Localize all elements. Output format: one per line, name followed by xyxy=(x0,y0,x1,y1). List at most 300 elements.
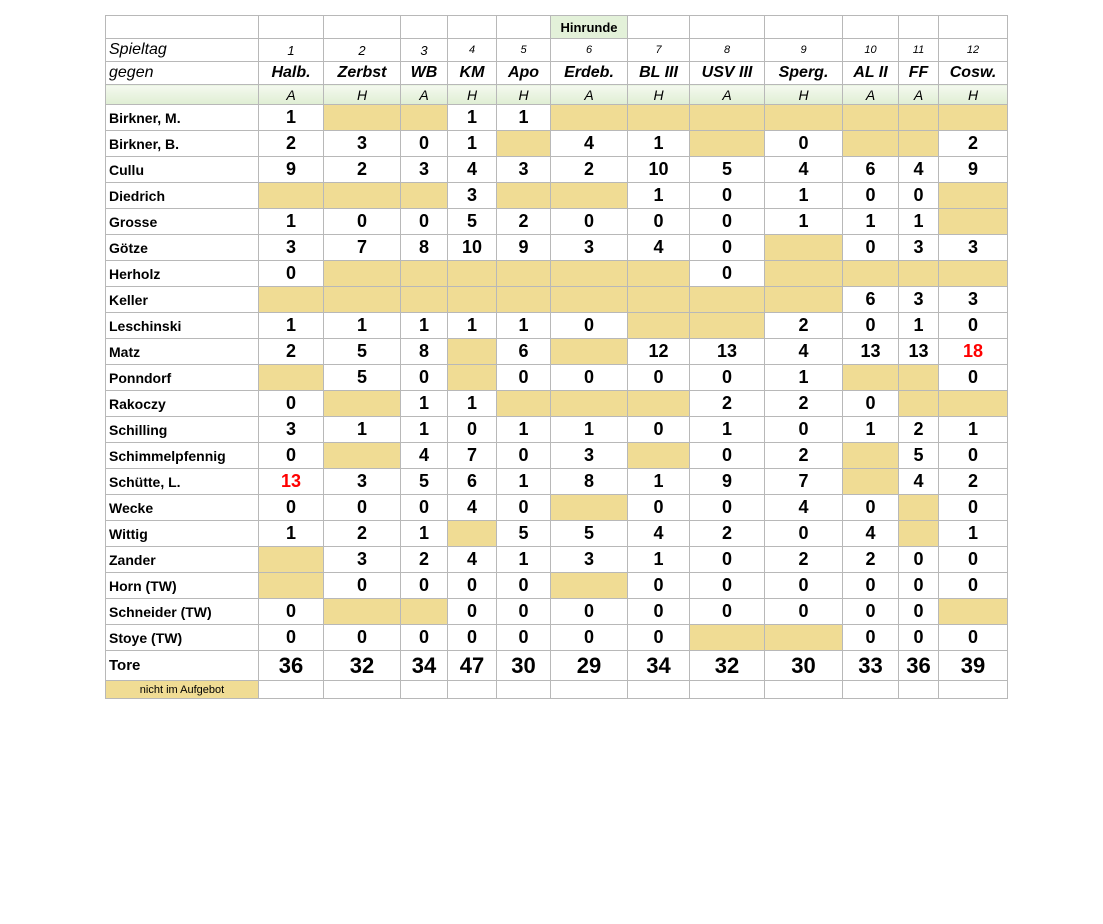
goal-count: 13 xyxy=(259,469,324,495)
goal-count: 0 xyxy=(324,495,401,521)
absent-cell xyxy=(628,313,690,339)
absent-cell xyxy=(628,261,690,287)
absent-cell xyxy=(497,391,551,417)
round-empty-cell xyxy=(690,16,765,39)
goal-count: 1 xyxy=(939,521,1008,547)
absent-cell xyxy=(843,443,899,469)
absent-cell xyxy=(324,183,401,209)
goal-count: 2 xyxy=(843,547,899,573)
absent-cell xyxy=(401,105,448,131)
goal-count: 0 xyxy=(690,183,765,209)
player-row xyxy=(106,391,1008,417)
goal-count: 1 xyxy=(765,183,843,209)
goal-count: 0 xyxy=(324,209,401,235)
goal-count: 0 xyxy=(259,391,324,417)
goal-count: 0 xyxy=(628,209,690,235)
legend-empty-cell xyxy=(324,681,401,699)
goal-count: 0 xyxy=(448,573,497,599)
goal-count: 0 xyxy=(628,495,690,521)
gegen-label: gegen xyxy=(106,62,259,85)
absent-cell xyxy=(448,365,497,391)
tore-label: Tore xyxy=(106,651,259,681)
goal-count: 4 xyxy=(899,157,939,183)
absent-cell xyxy=(259,547,324,573)
venue-label-cell xyxy=(106,85,259,105)
legend-empty-cell xyxy=(939,681,1008,699)
round-empty-cell xyxy=(497,16,551,39)
goal-count: 2 xyxy=(765,547,843,573)
player-name: Birkner, M. xyxy=(106,105,259,131)
player-name: Matz xyxy=(106,339,259,365)
goal-count: 2 xyxy=(324,521,401,547)
round-empty-cell xyxy=(899,16,939,39)
player-name: Horn (TW) xyxy=(106,573,259,599)
goal-count: 3 xyxy=(448,183,497,209)
goal-count: 0 xyxy=(448,625,497,651)
goal-count: 1 xyxy=(843,209,899,235)
spieltag-number: 5 xyxy=(497,39,551,62)
goal-count: 3 xyxy=(324,469,401,495)
total-goals: 39 xyxy=(939,651,1008,681)
absent-cell xyxy=(628,105,690,131)
player-row xyxy=(106,599,1008,625)
goal-count: 0 xyxy=(259,261,324,287)
spieltag-number: 10 xyxy=(843,39,899,62)
legend-empty-cell xyxy=(448,681,497,699)
goal-count: 1 xyxy=(628,547,690,573)
goal-count: 0 xyxy=(448,599,497,625)
absent-cell xyxy=(448,339,497,365)
spieltag-label: Spieltag xyxy=(106,39,259,62)
absent-cell xyxy=(628,287,690,313)
goal-count: 3 xyxy=(551,547,628,573)
goal-count: 2 xyxy=(401,547,448,573)
goal-count: 9 xyxy=(259,157,324,183)
goal-count: 1 xyxy=(448,131,497,157)
goal-count: 7 xyxy=(324,235,401,261)
absent-cell xyxy=(401,599,448,625)
player-name: Cullu xyxy=(106,157,259,183)
player-name: Götze xyxy=(106,235,259,261)
player-row xyxy=(106,157,1008,183)
absent-cell xyxy=(324,105,401,131)
goal-count: 4 xyxy=(448,495,497,521)
player-name: Ponndorf xyxy=(106,365,259,391)
goal-count: 1 xyxy=(765,365,843,391)
absent-cell xyxy=(690,313,765,339)
absent-cell xyxy=(497,287,551,313)
goal-count: 0 xyxy=(551,365,628,391)
goal-count: 0 xyxy=(939,495,1008,521)
goal-count: 3 xyxy=(259,417,324,443)
player-name: Zander xyxy=(106,547,259,573)
absent-cell xyxy=(690,625,765,651)
opponent-name: AL II xyxy=(843,62,899,85)
goal-count: 3 xyxy=(939,287,1008,313)
absent-cell xyxy=(551,105,628,131)
player-name: Rakoczy xyxy=(106,391,259,417)
goal-count: 0 xyxy=(939,365,1008,391)
venue-code: A xyxy=(259,85,324,105)
round-empty-cell xyxy=(259,16,324,39)
goal-count: 0 xyxy=(765,131,843,157)
goal-count: 4 xyxy=(628,235,690,261)
opponent-name: FF xyxy=(899,62,939,85)
goal-count: 3 xyxy=(324,131,401,157)
absent-cell xyxy=(497,131,551,157)
player-name: Wecke xyxy=(106,495,259,521)
goal-count: 5 xyxy=(899,443,939,469)
player-row xyxy=(106,131,1008,157)
absent-cell xyxy=(899,391,939,417)
goal-count: 0 xyxy=(497,443,551,469)
opponent-name: WB xyxy=(401,62,448,85)
legend-absent: nicht im Aufgebot xyxy=(106,681,259,699)
absent-cell xyxy=(551,391,628,417)
goal-count: 3 xyxy=(324,547,401,573)
player-row xyxy=(106,105,1008,131)
goal-count: 0 xyxy=(497,573,551,599)
round-empty-cell xyxy=(448,16,497,39)
legend-empty-cell xyxy=(899,681,939,699)
goal-count: 1 xyxy=(628,131,690,157)
total-goals: 34 xyxy=(401,651,448,681)
opponent-name: Apo xyxy=(497,62,551,85)
absent-cell xyxy=(628,391,690,417)
legend-empty-cell xyxy=(259,681,324,699)
total-goals: 33 xyxy=(843,651,899,681)
goal-count: 2 xyxy=(899,417,939,443)
goal-scorer-table xyxy=(105,15,1008,699)
goal-count: 5 xyxy=(401,469,448,495)
absent-cell xyxy=(551,339,628,365)
legend-empty-cell xyxy=(843,681,899,699)
goal-count: 1 xyxy=(497,417,551,443)
absent-cell xyxy=(551,287,628,313)
legend-empty-cell xyxy=(401,681,448,699)
goal-count: 4 xyxy=(765,339,843,365)
absent-cell xyxy=(899,131,939,157)
opponent-name: Zerbst xyxy=(324,62,401,85)
goal-count: 0 xyxy=(843,391,899,417)
goal-count: 2 xyxy=(259,339,324,365)
round-empty-cell xyxy=(324,16,401,39)
goal-count: 1 xyxy=(448,313,497,339)
goal-count: 0 xyxy=(628,573,690,599)
absent-cell xyxy=(765,235,843,261)
goal-count: 0 xyxy=(899,573,939,599)
absent-cell xyxy=(259,365,324,391)
player-row xyxy=(106,469,1008,495)
goal-count: 2 xyxy=(551,157,628,183)
goal-count: 0 xyxy=(765,417,843,443)
player-name: Stoye (TW) xyxy=(106,625,259,651)
goal-count: 0 xyxy=(843,313,899,339)
goal-count: 0 xyxy=(690,547,765,573)
player-name: Schimmelpfennig xyxy=(106,443,259,469)
absent-cell xyxy=(843,261,899,287)
goal-count: 1 xyxy=(765,209,843,235)
absent-cell xyxy=(899,105,939,131)
goal-count: 1 xyxy=(401,391,448,417)
absent-cell xyxy=(939,391,1008,417)
absent-cell xyxy=(899,261,939,287)
absent-cell xyxy=(551,495,628,521)
goal-count: 1 xyxy=(690,417,765,443)
venue-code: H xyxy=(448,85,497,105)
player-name: Schneider (TW) xyxy=(106,599,259,625)
goal-count: 9 xyxy=(690,469,765,495)
goal-count: 0 xyxy=(551,599,628,625)
header-row-round xyxy=(106,16,1008,39)
player-row xyxy=(106,443,1008,469)
goal-count: 1 xyxy=(899,313,939,339)
goal-count: 5 xyxy=(551,521,628,547)
goal-count: 0 xyxy=(843,495,899,521)
player-name: Diedrich xyxy=(106,183,259,209)
goal-count: 0 xyxy=(843,573,899,599)
goal-count: 1 xyxy=(497,313,551,339)
goal-count: 0 xyxy=(690,235,765,261)
player-name: Leschinski xyxy=(106,313,259,339)
goal-count: 0 xyxy=(843,625,899,651)
goal-count: 1 xyxy=(843,417,899,443)
goal-count: 0 xyxy=(259,625,324,651)
goal-count: 0 xyxy=(324,573,401,599)
goal-count: 0 xyxy=(899,599,939,625)
total-goals: 30 xyxy=(497,651,551,681)
player-row xyxy=(106,313,1008,339)
goal-count: 0 xyxy=(497,365,551,391)
goal-count: 0 xyxy=(843,599,899,625)
opponent-name: KM xyxy=(448,62,497,85)
absent-cell xyxy=(324,287,401,313)
round-empty-cell xyxy=(843,16,899,39)
goal-count: 5 xyxy=(497,521,551,547)
goal-count: 3 xyxy=(899,235,939,261)
goal-count: 4 xyxy=(448,157,497,183)
goal-count: 8 xyxy=(401,339,448,365)
player-name: Birkner, B. xyxy=(106,131,259,157)
player-row xyxy=(106,573,1008,599)
total-goals: 32 xyxy=(690,651,765,681)
goal-count: 9 xyxy=(939,157,1008,183)
goal-count: 0 xyxy=(401,209,448,235)
goal-count: 1 xyxy=(899,209,939,235)
round-empty-cell xyxy=(765,16,843,39)
absent-cell xyxy=(899,495,939,521)
legend-row xyxy=(106,681,1008,699)
goal-count: 6 xyxy=(497,339,551,365)
goal-count: 6 xyxy=(843,157,899,183)
player-row xyxy=(106,209,1008,235)
legend-empty-cell xyxy=(497,681,551,699)
goal-count: 2 xyxy=(497,209,551,235)
goal-count: 4 xyxy=(843,521,899,547)
goal-count: 13 xyxy=(899,339,939,365)
goal-count: 0 xyxy=(939,625,1008,651)
player-row xyxy=(106,287,1008,313)
venue-code: A xyxy=(551,85,628,105)
goal-count: 0 xyxy=(497,495,551,521)
player-row xyxy=(106,521,1008,547)
goal-count: 0 xyxy=(401,495,448,521)
goal-count: 0 xyxy=(259,443,324,469)
absent-cell xyxy=(843,469,899,495)
goal-count: 7 xyxy=(765,469,843,495)
goal-count: 0 xyxy=(690,443,765,469)
total-goals: 32 xyxy=(324,651,401,681)
goal-count: 1 xyxy=(628,183,690,209)
absent-cell xyxy=(401,287,448,313)
goal-count: 0 xyxy=(899,625,939,651)
goal-count: 5 xyxy=(690,157,765,183)
absent-cell xyxy=(448,261,497,287)
goal-count: 0 xyxy=(690,261,765,287)
venue-code: H xyxy=(497,85,551,105)
goal-count: 4 xyxy=(401,443,448,469)
goal-count: 4 xyxy=(448,547,497,573)
goal-count: 2 xyxy=(259,131,324,157)
total-goals: 30 xyxy=(765,651,843,681)
goal-count: 13 xyxy=(843,339,899,365)
absent-cell xyxy=(899,365,939,391)
absent-cell xyxy=(551,573,628,599)
absent-cell xyxy=(259,287,324,313)
goal-count: 0 xyxy=(628,417,690,443)
goal-count: 0 xyxy=(939,313,1008,339)
goal-count: 10 xyxy=(448,235,497,261)
goal-count: 2 xyxy=(690,521,765,547)
goal-count: 4 xyxy=(551,131,628,157)
goal-count: 3 xyxy=(497,157,551,183)
goal-count: 3 xyxy=(401,157,448,183)
absent-cell xyxy=(765,105,843,131)
goal-count: 0 xyxy=(628,599,690,625)
absent-cell xyxy=(939,209,1008,235)
goal-count: 1 xyxy=(324,313,401,339)
absent-cell xyxy=(259,573,324,599)
total-goals: 29 xyxy=(551,651,628,681)
player-name: Schilling xyxy=(106,417,259,443)
goal-count: 0 xyxy=(628,365,690,391)
goal-count: 1 xyxy=(628,469,690,495)
venue-code: A xyxy=(843,85,899,105)
total-goals: 47 xyxy=(448,651,497,681)
opponent-name: Erdeb. xyxy=(551,62,628,85)
round-empty-cell xyxy=(939,16,1008,39)
goal-count: 0 xyxy=(690,365,765,391)
goal-count: 1 xyxy=(448,105,497,131)
total-goals: 36 xyxy=(259,651,324,681)
opponent-name: Cosw. xyxy=(939,62,1008,85)
absent-cell xyxy=(448,287,497,313)
goal-count: 0 xyxy=(939,573,1008,599)
player-row xyxy=(106,625,1008,651)
goal-count: 2 xyxy=(690,391,765,417)
goal-count: 1 xyxy=(497,105,551,131)
round-empty-cell xyxy=(401,16,448,39)
absent-cell xyxy=(628,443,690,469)
absent-cell xyxy=(843,105,899,131)
goal-count: 4 xyxy=(765,157,843,183)
absent-cell xyxy=(843,131,899,157)
goal-count: 8 xyxy=(551,469,628,495)
goal-count: 0 xyxy=(899,547,939,573)
goal-count: 6 xyxy=(843,287,899,313)
absent-cell xyxy=(765,625,843,651)
goal-count: 1 xyxy=(401,417,448,443)
goal-count: 1 xyxy=(259,521,324,547)
goal-count: 0 xyxy=(939,443,1008,469)
absent-cell xyxy=(448,521,497,547)
spieltag-number: 1 xyxy=(259,39,324,62)
goal-count: 0 xyxy=(843,235,899,261)
spieltag-number: 7 xyxy=(628,39,690,62)
absent-cell xyxy=(324,599,401,625)
goal-count: 13 xyxy=(690,339,765,365)
goal-count: 0 xyxy=(551,209,628,235)
goal-count: 2 xyxy=(939,469,1008,495)
goal-count: 3 xyxy=(551,443,628,469)
player-row xyxy=(106,183,1008,209)
venue-code: H xyxy=(628,85,690,105)
goal-count: 4 xyxy=(765,495,843,521)
venue-code: H xyxy=(324,85,401,105)
legend-empty-cell xyxy=(690,681,765,699)
goal-count: 0 xyxy=(690,599,765,625)
absent-cell xyxy=(551,183,628,209)
absent-cell xyxy=(899,521,939,547)
goal-count: 0 xyxy=(690,573,765,599)
goal-count: 0 xyxy=(401,573,448,599)
goal-count: 0 xyxy=(448,417,497,443)
absent-cell xyxy=(939,261,1008,287)
absent-cell xyxy=(690,131,765,157)
opponent-name: Sperg. xyxy=(765,62,843,85)
goal-count: 3 xyxy=(939,235,1008,261)
goal-count: 1 xyxy=(497,547,551,573)
goal-count: 2 xyxy=(324,157,401,183)
goal-count: 0 xyxy=(628,625,690,651)
spieltag-number: 12 xyxy=(939,39,1008,62)
legend-empty-cell xyxy=(765,681,843,699)
player-name: Schütte, L. xyxy=(106,469,259,495)
legend-empty-cell xyxy=(628,681,690,699)
goal-count: 1 xyxy=(497,469,551,495)
player-row xyxy=(106,365,1008,391)
goal-count: 0 xyxy=(899,183,939,209)
player-row xyxy=(106,261,1008,287)
player-name: Wittig xyxy=(106,521,259,547)
venue-code: H xyxy=(765,85,843,105)
goal-count: 3 xyxy=(899,287,939,313)
goal-count: 7 xyxy=(448,443,497,469)
absent-cell xyxy=(497,261,551,287)
player-name: Herholz xyxy=(106,261,259,287)
goal-count: 1 xyxy=(401,313,448,339)
absent-cell xyxy=(939,183,1008,209)
opponent-name: USV III xyxy=(690,62,765,85)
absent-cell xyxy=(324,443,401,469)
goal-count: 2 xyxy=(765,313,843,339)
player-name: Keller xyxy=(106,287,259,313)
player-row xyxy=(106,235,1008,261)
header-row-venue xyxy=(106,85,1008,105)
opponent-name: Halb. xyxy=(259,62,324,85)
goal-count: 2 xyxy=(765,391,843,417)
goal-count: 0 xyxy=(765,599,843,625)
